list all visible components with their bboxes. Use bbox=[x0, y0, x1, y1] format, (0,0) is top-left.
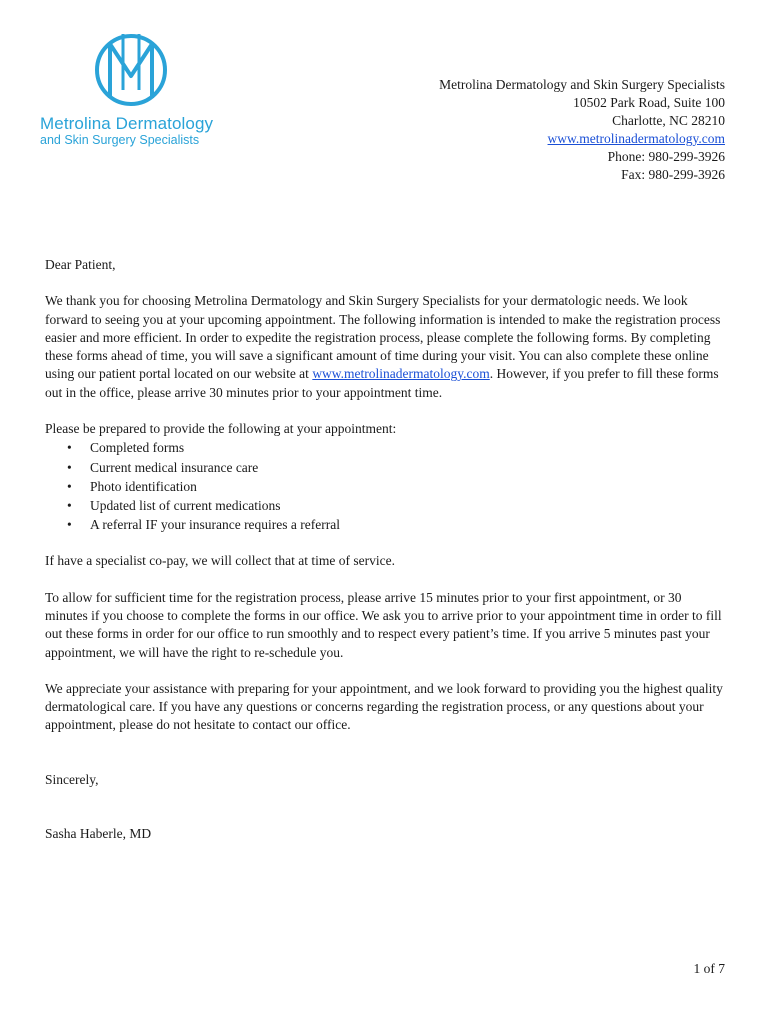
clinic-name: Metrolina Dermatology and Skin Surgery Specialists bbox=[439, 77, 725, 92]
clinic-city: Charlotte, NC 28210 bbox=[612, 113, 725, 128]
list-item: • Current medical insurance care bbox=[45, 458, 725, 477]
paragraph-intro bbox=[45, 292, 725, 402]
paragraph-thanks: We appreciate your assistance with preparing for your appointment, and we look forward to providing you the highest quality dermatological care. If you have any questions or concerns regarding the registration process, or any questions about your appointment, please do not hesitate to contact our office. bbox=[45, 680, 723, 733]
paragraph-intro-text-b: . However, if you prefer to fill these forms out in the office, please arrive 30 minutes prior to your appointment time. bbox=[45, 366, 719, 400]
clinic-street: 10502 Park Road, Suite 100 bbox=[573, 95, 725, 110]
list-item: • Updated list of current medications bbox=[45, 496, 725, 515]
logo-emblem-icon bbox=[92, 30, 170, 110]
signature: Sasha Haberle, MD bbox=[45, 826, 152, 842]
clinic-website-link[interactable]: www.metrolinadermatology.com bbox=[547, 131, 725, 146]
paragraph-arrival-time: To allow for sufficient time for the registration process, please arrive 15 minutes prior to your first appointment, or 30 minutes if you choose to complete the forms in our office. We ask you to arrive prior to your appointment time in order to fill out these forms in order for our office to run smoothly and to respect every patient’s time. If you arrive 5 minutes past your appointment, we will have the right to re-schedule you. bbox=[45, 589, 722, 660]
list-item: • Photo identification bbox=[45, 477, 725, 496]
requirements-list bbox=[45, 438, 725, 534]
clinic-fax: Fax: 980-299-3926 bbox=[621, 167, 725, 182]
paragraph-intro-text-a: We thank you for choosing Metrolina Dermatology and Skin Surgery Specialists for your dermatologic needs. We look forward to seeing you at your upcoming appointment. The following information is intended to make the registration process easier and more efficient. In order to expedite the registration process, please complete the following forms. By completing these forms ahead of time, you will save a significant amount of time during your visit. You can also complete these online using our patient portal located on our website at bbox=[45, 293, 721, 382]
logo-title: Metrolina Dermatology bbox=[40, 114, 214, 133]
logo-subtitle: and Skin Surgery Specialists bbox=[40, 133, 200, 147]
clinic-phone: Phone: 980-299-3926 bbox=[607, 149, 725, 164]
prepare-intro: Please be prepared to provide the following at your appointment: bbox=[45, 421, 397, 437]
body-website-link[interactable]: www.metrolinadermatology.com bbox=[312, 366, 490, 382]
clinic-address-block bbox=[439, 76, 725, 184]
closing: Sincerely, bbox=[45, 771, 99, 787]
list-item: • Completed forms bbox=[45, 438, 725, 457]
letter-body bbox=[45, 256, 725, 843]
clinic-logo bbox=[38, 30, 228, 150]
copay-note: If have a specialist co-pay, we will collect that at time of service. bbox=[45, 553, 395, 569]
list-item: • A referral IF your insurance requires a referral bbox=[45, 515, 725, 534]
page-number: 1 of 7 bbox=[693, 961, 725, 976]
greeting: Dear Patient, bbox=[45, 257, 116, 272]
